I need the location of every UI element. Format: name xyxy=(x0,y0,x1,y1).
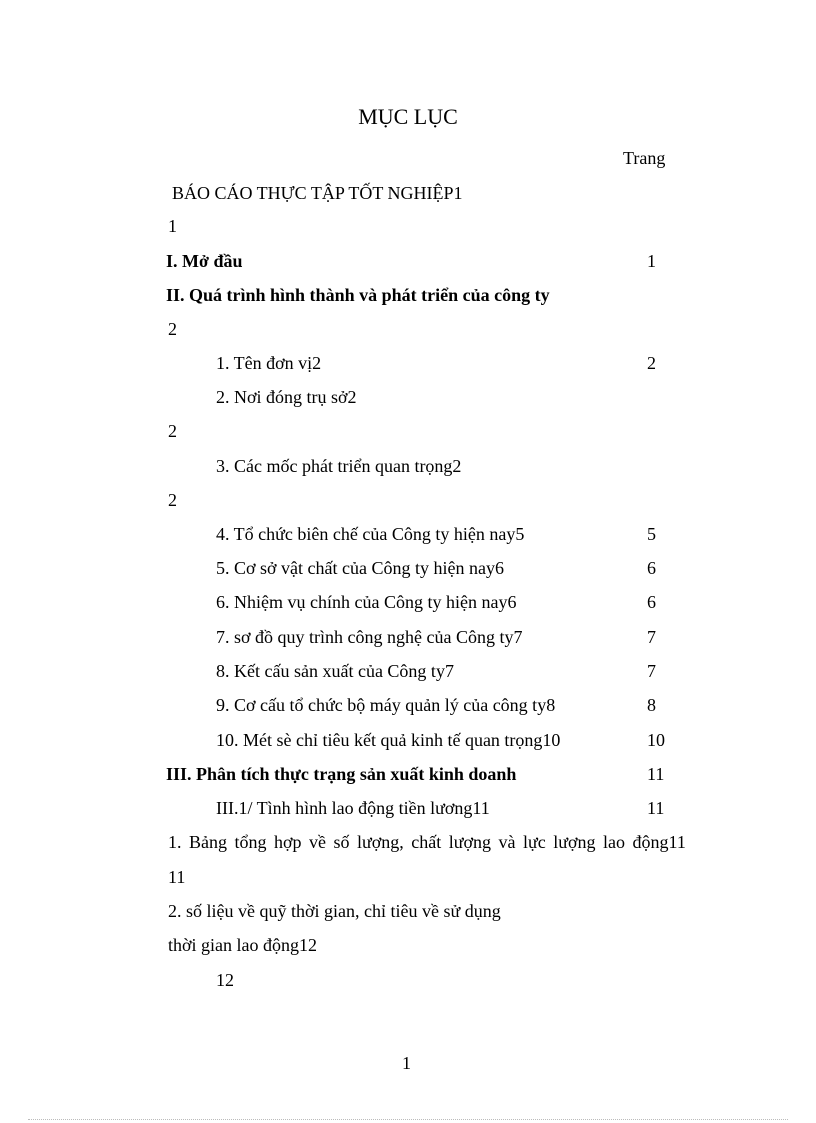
toc-paragraph-2-line-1: 2. số liệu về quỹ thời gian, chỉ tiêu về sử dụng xyxy=(168,901,501,921)
toc-item-2: 2. Nơi đóng trụ sở2 xyxy=(216,387,357,407)
page-column-header: Trang xyxy=(623,148,666,168)
toc-item-5-page: 6 xyxy=(647,558,656,578)
report-heading: BÁO CÁO THỰC TẬP TỐT NGHIỆP1 xyxy=(172,183,463,203)
page-bottom-border xyxy=(28,1119,788,1120)
toc-subsection-3-1-page: 11 xyxy=(647,798,665,818)
toc-item-4-page: 5 xyxy=(647,524,656,544)
toc-item-8-page: 7 xyxy=(647,661,656,681)
toc-item-3-page: 2 xyxy=(168,490,177,510)
toc-item-7: 7. sơ đồ quy trình công nghệ của Công ty7 xyxy=(216,627,523,647)
toc-section-1: I. Mở đầu xyxy=(166,251,243,271)
toc-item-5: 5. Cơ sở vật chất của Công ty hiện nay6 xyxy=(216,558,504,578)
toc-paragraph-1: 1. Bảng tổng hợp về số lượng, chất lượng và lực lượng lao động11 xyxy=(168,832,686,852)
toc-item-7-page: 7 xyxy=(647,627,656,647)
toc-item-6: 6. Nhiệm vụ chính của Công ty hiện nay6 xyxy=(216,592,517,612)
toc-item-9-page: 8 xyxy=(647,695,656,715)
toc-subsection-3-1: III.1/ Tình hình lao động tiền lương11 xyxy=(216,798,490,818)
toc-section-2: II. Quá trình hình thành và phát triển của công ty xyxy=(166,285,550,305)
toc-item-1-page: 2 xyxy=(647,353,656,373)
toc-item-3: 3. Các mốc phát triển quan trọng2 xyxy=(216,456,462,476)
toc-item-6-page: 6 xyxy=(647,592,656,612)
page-title: MỤC LỤC xyxy=(358,104,458,129)
toc-item-9: 9. Cơ cấu tổ chức bộ máy quản lý của công ty8 xyxy=(216,695,556,715)
toc-item-10-page: 10 xyxy=(647,730,665,750)
toc-section-1-page: 1 xyxy=(647,251,656,271)
toc-section-3: III. Phân tích thực trạng sản xuất kinh doanh xyxy=(166,764,517,784)
toc-paragraph-1-page: 11 xyxy=(168,867,186,887)
toc-item-8: 8. Kết cấu sản xuất của Công ty7 xyxy=(216,661,454,681)
toc-paragraph-2-line-2: thời gian lao động12 xyxy=(168,935,318,955)
toc-section-3-page: 11 xyxy=(647,764,665,784)
toc-section-2-page: 2 xyxy=(168,319,177,339)
report-heading-page: 1 xyxy=(168,216,177,236)
toc-item-2-page: 2 xyxy=(168,421,177,441)
toc-item-1: 1. Tên đơn vị2 xyxy=(216,353,322,373)
toc-item-10: 10. Mét sè chỉ tiêu kết quả kinh tế quan trọng10 xyxy=(216,730,561,750)
page-number: 1 xyxy=(402,1053,411,1073)
toc-item-4: 4. Tổ chức biên chế của Công ty hiện nay5 xyxy=(216,524,525,544)
toc-paragraph-2-page: 12 xyxy=(216,970,234,990)
